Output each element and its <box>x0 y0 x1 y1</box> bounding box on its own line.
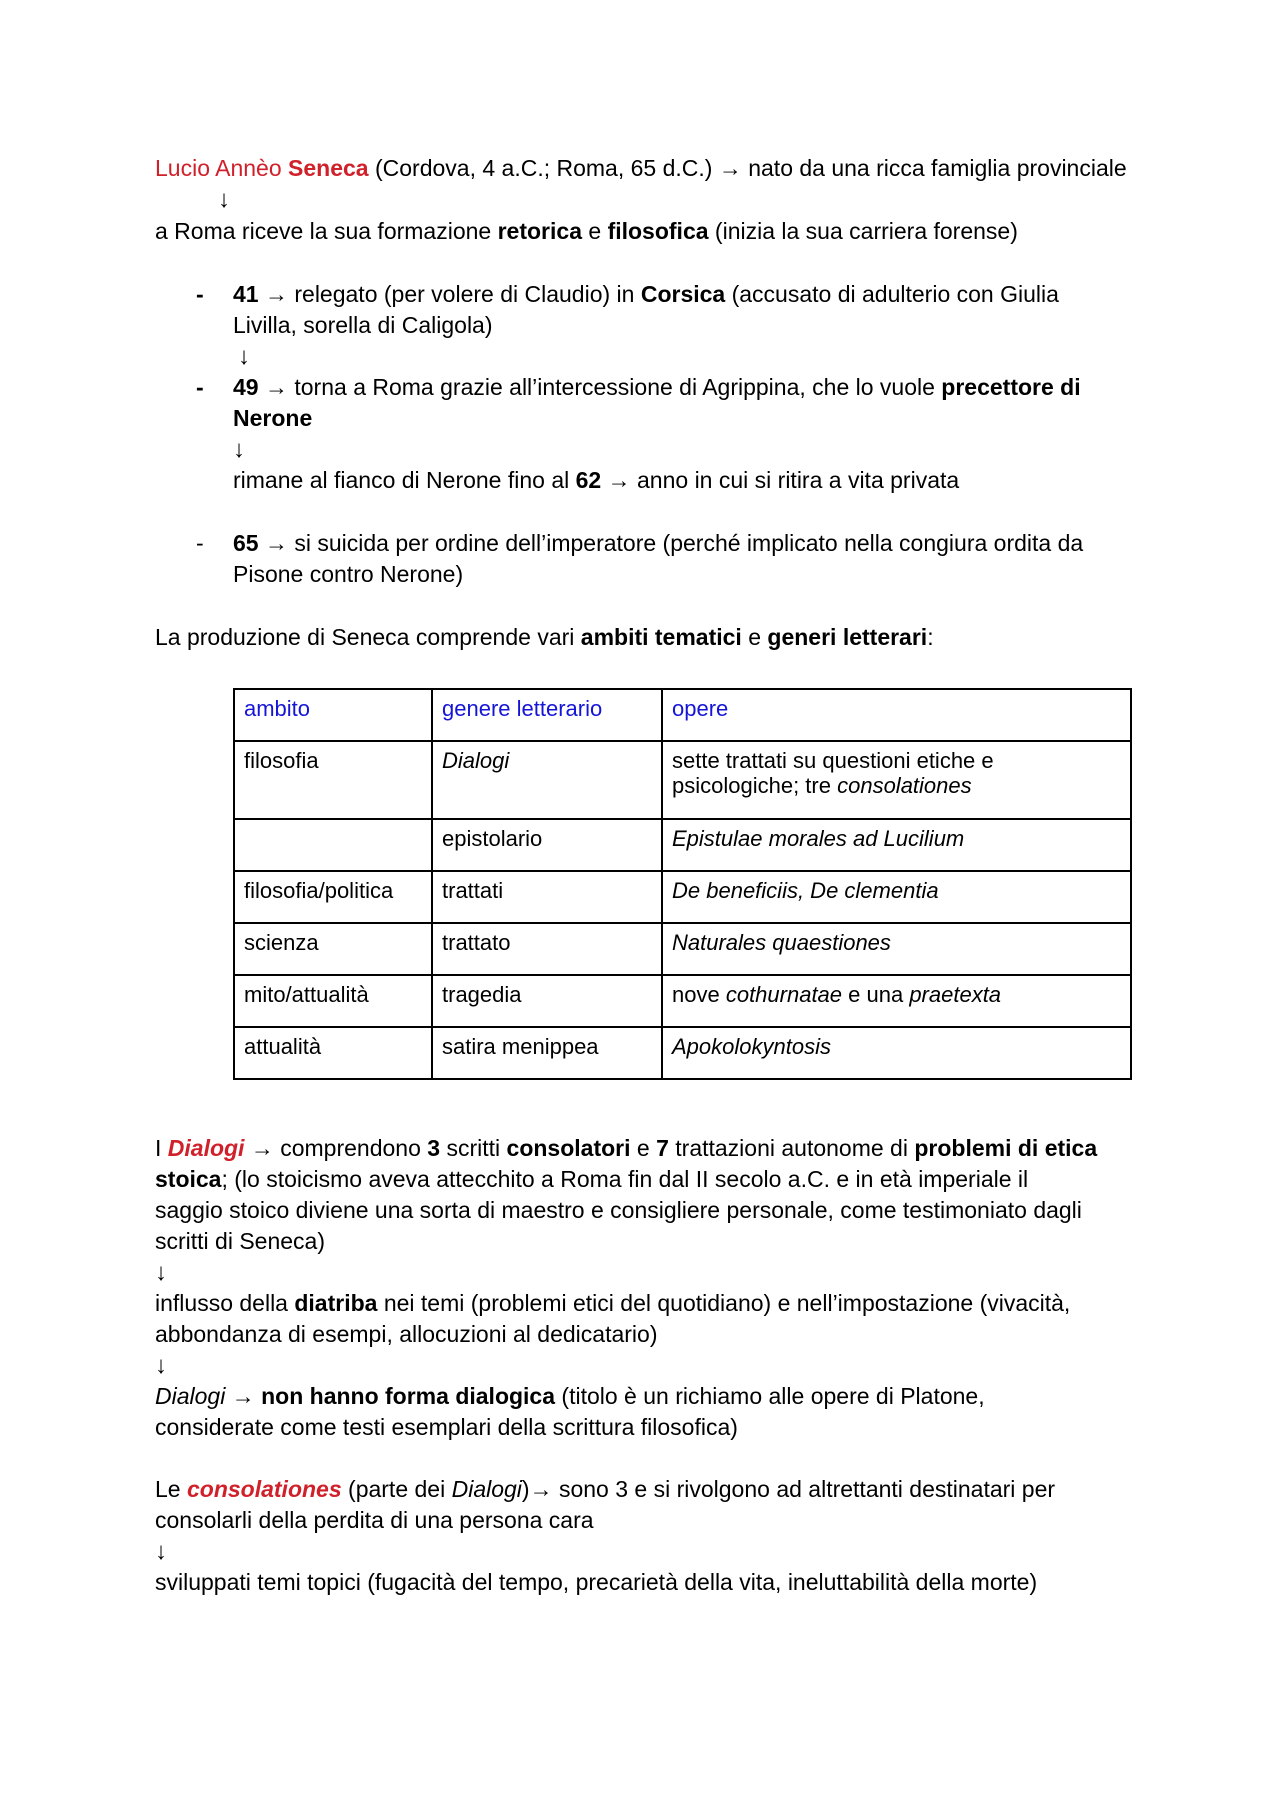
text-italic: consolationes <box>837 773 972 799</box>
diatriba-line <box>155 1290 1070 1316</box>
consolationes-line-1 <box>155 1476 1055 1502</box>
header-ambito: ambito <box>234 689 432 741</box>
text: (titolo è un richiamo alle opere di Platone, <box>555 1383 985 1409</box>
arrow: → <box>264 530 288 556</box>
year: 41 <box>233 281 259 307</box>
bullet-dash: - <box>196 530 204 556</box>
text: nove <box>672 982 726 1007</box>
dialogi-line-2 <box>155 1166 1028 1192</box>
text-bold: retorica <box>497 218 582 244</box>
table-header-row <box>234 689 1131 741</box>
event-65-cont: Pisone contro Nerone) <box>233 561 464 587</box>
event-62 <box>233 467 959 493</box>
year: 62 <box>575 467 602 493</box>
text: e una <box>842 982 910 1007</box>
text: ; (lo stoicismo aveva attecchito a Roma fin dal II secolo a.C. e in età imperiale il <box>221 1166 1029 1192</box>
text: La produzione di Seneca comprende vari <box>155 624 581 650</box>
text: )→ sono 3 e si rivolgono ad altrettanti destinatari per <box>521 1476 1056 1502</box>
table-row <box>234 741 1131 819</box>
name-bold: Seneca <box>288 155 369 181</box>
consolationes-title: consolationes <box>186 1476 342 1502</box>
cell-opere <box>662 1027 1131 1079</box>
text: → <box>225 1383 262 1409</box>
arrow: → <box>607 467 631 493</box>
text: Le <box>155 1476 187 1502</box>
cell-ambito: scienza <box>234 923 432 975</box>
text: scritti <box>440 1135 507 1161</box>
down-arrow: ↓ <box>218 186 230 213</box>
down-arrow: ↓ <box>155 1538 167 1565</box>
text: e <box>581 218 608 244</box>
text-bold: problemi di etica <box>914 1135 1098 1161</box>
event-41 <box>233 281 1059 307</box>
cell-opere <box>662 975 1131 1027</box>
cell-ambito: filosofia <box>234 741 432 819</box>
cell-ambito: mito/attualità <box>234 975 432 1027</box>
text: I <box>155 1135 168 1161</box>
text: → comprendono <box>244 1135 428 1161</box>
diatriba-line-2: abbondanza di esempi, allocuzioni al dedicatario) <box>155 1321 658 1347</box>
arrow: → <box>264 281 288 307</box>
text: si suicida per ordine dell’imperatore (perché implicato nella congiura ordita da <box>287 530 1084 556</box>
text-italic: Apokolokyntosis <box>672 1034 831 1059</box>
intro-line <box>155 155 1127 181</box>
origin-text: nato da una ricca famiglia provinciale <box>741 155 1127 181</box>
text: sette trattati su questioni etiche e <box>672 748 994 773</box>
text-bold: 7 <box>656 1135 669 1161</box>
cell-ambito: attualità <box>234 1027 432 1079</box>
production-line <box>155 624 934 650</box>
down-arrow: ↓ <box>155 1352 167 1379</box>
event-49 <box>233 374 1081 400</box>
cell-genere: tragedia <box>432 975 662 1027</box>
bullet-dash: - <box>196 374 204 400</box>
text: e <box>630 1135 657 1161</box>
cell-genere: trattati <box>432 871 662 923</box>
text-italic: Dialogi <box>451 1476 522 1502</box>
text-italic: Dialogi <box>155 1383 226 1409</box>
table-row <box>234 819 1131 871</box>
cell-genere: trattato <box>432 923 662 975</box>
cell-opere <box>662 871 1131 923</box>
text: (inizia la sua carriera forense) <box>708 218 1018 244</box>
table-row <box>234 871 1131 923</box>
text: psicologiche; tre <box>672 773 838 799</box>
year: 65 <box>233 530 259 556</box>
cell-ambito <box>234 819 432 871</box>
formation-line <box>155 218 1018 244</box>
cell-genere: epistolario <box>432 819 662 871</box>
dialogi-line-1 <box>155 1135 1097 1161</box>
text-italic: De beneficiis, De clementia <box>672 878 939 903</box>
text: : <box>927 624 934 650</box>
text: anno in cui si ritira a vita privata <box>630 467 960 493</box>
event-65 <box>233 530 1083 556</box>
dialogi-title: Dialogi <box>167 1135 245 1161</box>
text: nei temi (problemi etici del quotidiano) e nell’impostazione (vivacità, <box>377 1290 1071 1316</box>
text: e <box>741 624 768 650</box>
down-arrow: ↓ <box>233 436 245 463</box>
consolationes-line-2: consolarli della perdita di una persona cara <box>155 1507 594 1533</box>
text: a Roma riceve la sua formazione <box>155 218 498 244</box>
arrow: → <box>264 374 288 400</box>
text-bold: non hanno forma dialogica <box>261 1383 556 1409</box>
arrow: → <box>718 155 742 181</box>
text: influsso della <box>155 1290 295 1316</box>
text-italic: Naturales quaestiones <box>672 930 891 955</box>
text-italic: praetexta <box>909 982 1002 1007</box>
cell-genere <box>432 741 662 819</box>
text: relegato (per volere di Claudio) in <box>287 281 641 307</box>
text: torna a Roma grazie all’intercessione di Agrippina, che lo vuole <box>287 374 942 400</box>
table-row <box>234 1027 1131 1079</box>
table-row <box>234 975 1131 1027</box>
down-arrow: ↓ <box>238 343 250 370</box>
text-bold: diatriba <box>294 1290 378 1316</box>
dialogi-line-4: scritti di Seneca) <box>155 1228 326 1254</box>
cell-opere <box>662 741 1131 819</box>
text-bold: generi letterari <box>767 624 928 650</box>
form-line <box>155 1383 985 1409</box>
cell-opere <box>662 819 1131 871</box>
text-italic: Dialogi <box>442 748 510 773</box>
works-table <box>233 688 1132 1080</box>
text-bold: 3 <box>427 1135 441 1161</box>
text-bold: stoica <box>155 1166 222 1192</box>
name-plain: Lucio Annèo <box>155 155 289 181</box>
year: 49 <box>233 374 259 400</box>
text-italic: cothurnatae <box>725 982 843 1007</box>
event-41-cont: Livilla, sorella di Caligola) <box>233 312 493 338</box>
text-bold: consolatori <box>506 1135 631 1161</box>
dialogi-line-3: saggio stoico diviene una sorta di maestro e consigliere personale, come testimoniato dagli <box>155 1197 1082 1223</box>
header-genere: genere letterario <box>432 689 662 741</box>
bullet-dash: - <box>196 281 204 307</box>
text-bold: Nerone <box>233 405 313 431</box>
form-line-2: considerate come testi esemplari della scrittura filosofica) <box>155 1414 738 1440</box>
consolationes-line-3: sviluppati temi topici (fugacità del tempo, precarietà della vita, ineluttabilità della morte) <box>155 1569 1038 1595</box>
text: (parte dei <box>341 1476 452 1502</box>
text-bold: ambiti tematici <box>580 624 742 650</box>
text-bold: filosofica <box>607 218 709 244</box>
header-opere: opere <box>662 689 1131 741</box>
text: (accusato di adulterio con Giulia <box>725 281 1059 307</box>
text: trattazioni autonome di <box>668 1135 915 1161</box>
text-italic: Epistulae morales ad Lucilium <box>672 826 965 851</box>
cell-opere <box>662 923 1131 975</box>
text-bold: precettore di <box>941 374 1081 400</box>
cell-ambito: filosofia/politica <box>234 871 432 923</box>
down-arrow: ↓ <box>155 1259 167 1286</box>
event-49-cont <box>233 405 312 431</box>
table-row <box>234 923 1131 975</box>
dates: (Cordova, 4 a.C.; Roma, 65 d.C.) <box>368 155 719 181</box>
text-bold: Corsica <box>640 281 726 307</box>
text: rimane al fianco di Nerone fino al <box>233 467 576 493</box>
cell-genere: satira menippea <box>432 1027 662 1079</box>
